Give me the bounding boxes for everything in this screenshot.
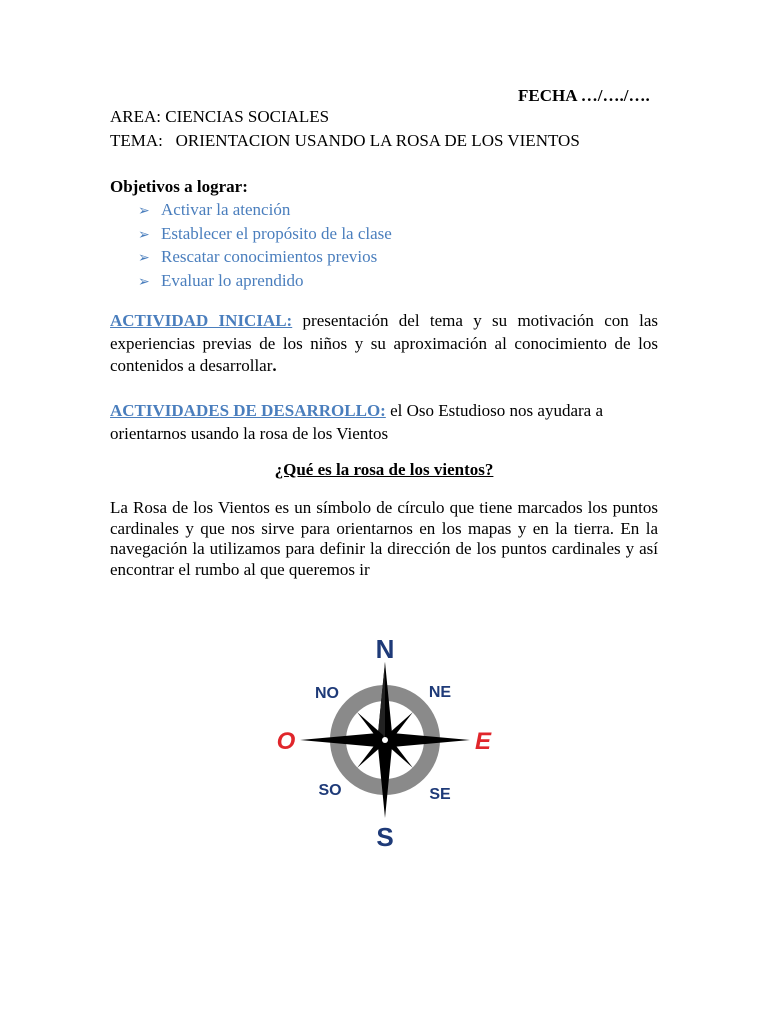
area-line: AREA: CIENCIAS SOCIALES	[110, 107, 330, 126]
actividad-inicial-paragraph	[110, 310, 658, 378]
compass-rose-image	[270, 630, 500, 855]
objectives-list	[138, 199, 392, 293]
compass-north-label: N	[375, 634, 395, 664]
objective-item	[138, 199, 392, 223]
actividad-inicial-end: .	[272, 356, 277, 375]
compass-east-label: E	[474, 728, 492, 755]
objectives-title: Objetivos a lograr:	[110, 177, 248, 196]
objective-text: Activar la atención	[161, 200, 291, 219]
arrow-bullet-icon: ➢	[138, 226, 150, 243]
actividad-inicial-label: ACTIVIDAD INICIAL:	[110, 311, 293, 330]
compass-west-label: O	[276, 728, 296, 755]
actividades-desarrollo-paragraph	[110, 400, 658, 445]
objective-item	[138, 223, 392, 247]
tema-line: TEMA: ORIENTACION USANDO LA ROSA DE LOS VIENTOS	[110, 131, 580, 150]
compass-southwest-label: SO	[318, 782, 342, 799]
actividad-inicial-text: presentación del tema y su motivación con las experiencias previas de los niños y su aproximación al conocimiento de los contenidos a desarrollar	[110, 311, 658, 375]
definition-paragraph: La Rosa de los Vientos es un símbolo de círculo que tiene marcados los puntos cardinales y que nos sirve para orientarnos en los mapas y en la tierra. En la navegación la utilizamos para definir la dirección de los puntos cardinales y así encontrar el rumbo al que queremos ir	[110, 498, 658, 579]
objective-text: Establecer el propósito de la clase	[161, 223, 392, 243]
objective-item	[138, 270, 392, 294]
actividades-desarrollo-label: ACTIVIDADES DE DESARROLLO:	[110, 401, 386, 420]
objective-text: Rescatar conocimientos previos	[161, 247, 378, 266]
arrow-bullet-icon: ➢	[138, 203, 150, 219]
compass-southeast-label: SE	[429, 786, 451, 803]
objective-text: Evaluar lo aprendido	[161, 270, 304, 290]
arrow-bullet-icon: ➢	[138, 250, 150, 266]
date-field: FECHA …/…./….	[518, 86, 650, 105]
actividades-desarrollo-text: el Oso Estudioso nos ayudara a orientarnos usando la rosa de los Vientos	[110, 401, 604, 443]
arrow-bullet-icon: ➢	[138, 273, 150, 290]
compass-northeast-label: NE	[428, 684, 452, 701]
compass-northwest-label: NO	[315, 685, 339, 702]
compass-south-label: S	[376, 822, 394, 852]
section-title: ¿Qué es la rosa de los vientos?	[274, 460, 494, 479]
objective-item	[138, 246, 392, 270]
